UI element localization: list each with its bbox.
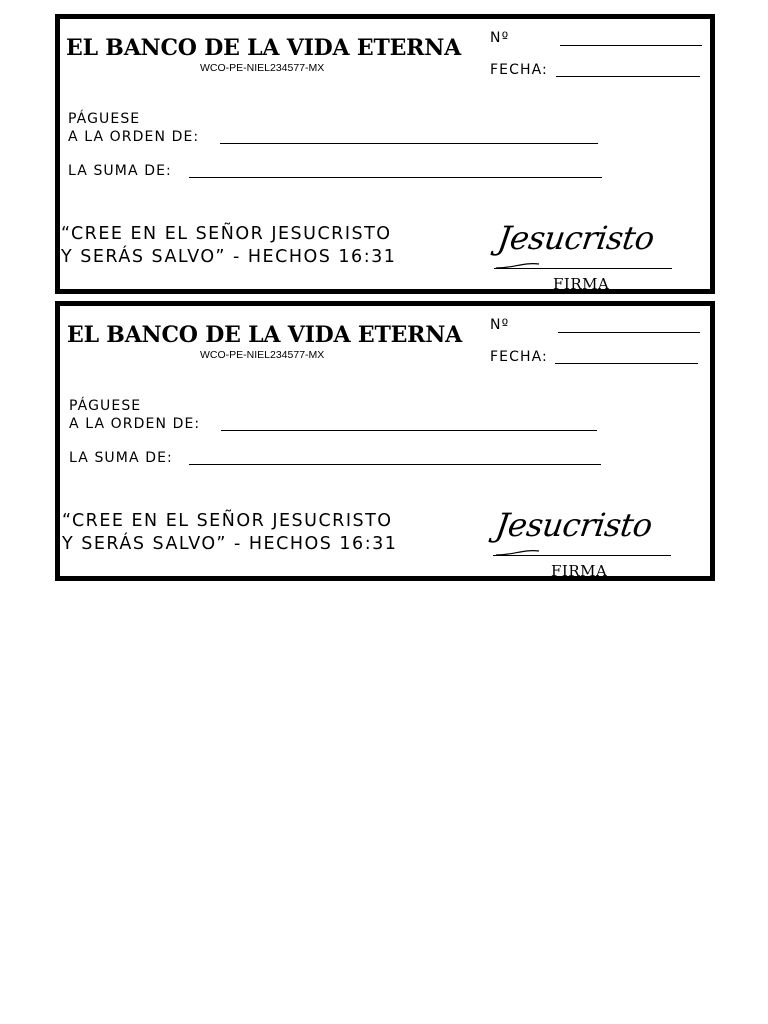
number-field[interactable] — [560, 45, 702, 46]
order-label: A LA ORDEN DE: — [69, 416, 201, 432]
pay-label: PÁGUESE — [69, 398, 142, 414]
account-code: WCO-PE-NIEL234577-MX — [200, 62, 325, 74]
date-label: FECHA: — [490, 349, 548, 365]
signature-line — [493, 555, 671, 556]
signature: Jesucristo — [495, 219, 657, 257]
scripture-quote — [61, 223, 396, 269]
signature-flourish — [494, 545, 674, 559]
date-label: FECHA: — [490, 62, 548, 78]
check-2 — [0, 301, 768, 581]
amount-label: LA SUMA DE: — [69, 450, 173, 466]
payee-field[interactable] — [220, 143, 598, 144]
signature-flourish — [494, 258, 674, 272]
quote-line-2: Y SERÁS SALVO” - HECHOS 16:31 — [61, 247, 397, 267]
number-label: Nº — [490, 30, 510, 46]
signature-label: FIRMA — [553, 275, 610, 293]
bank-name: EL BANCO DE LA VIDA ETERNA — [66, 35, 462, 61]
quote-line-1: “CREE EN EL SEÑOR JESUCRISTO — [61, 224, 392, 244]
signature-label: FIRMA — [551, 562, 608, 580]
check-1 — [0, 14, 768, 294]
date-field[interactable] — [556, 76, 700, 77]
signature: Jesucristo — [493, 506, 655, 544]
number-label: Nº — [490, 317, 510, 333]
bank-name: EL BANCO DE LA VIDA ETERNA — [67, 322, 463, 348]
pay-label: PÁGUESE — [68, 111, 141, 127]
amount-field[interactable] — [189, 464, 601, 465]
date-field[interactable] — [555, 363, 698, 364]
quote-line-2: Y SERÁS SALVO” - HECHOS 16:31 — [62, 534, 398, 554]
amount-label: LA SUMA DE: — [68, 163, 172, 179]
scripture-quote — [62, 510, 397, 556]
number-field[interactable] — [558, 332, 700, 333]
amount-field[interactable] — [189, 177, 602, 178]
payee-field[interactable] — [221, 430, 597, 431]
signature-line — [494, 268, 672, 269]
order-label: A LA ORDEN DE: — [68, 129, 200, 145]
quote-line-1: “CREE EN EL SEÑOR JESUCRISTO — [62, 511, 393, 531]
account-code: WCO-PE-NIEL234577-MX — [200, 349, 325, 361]
